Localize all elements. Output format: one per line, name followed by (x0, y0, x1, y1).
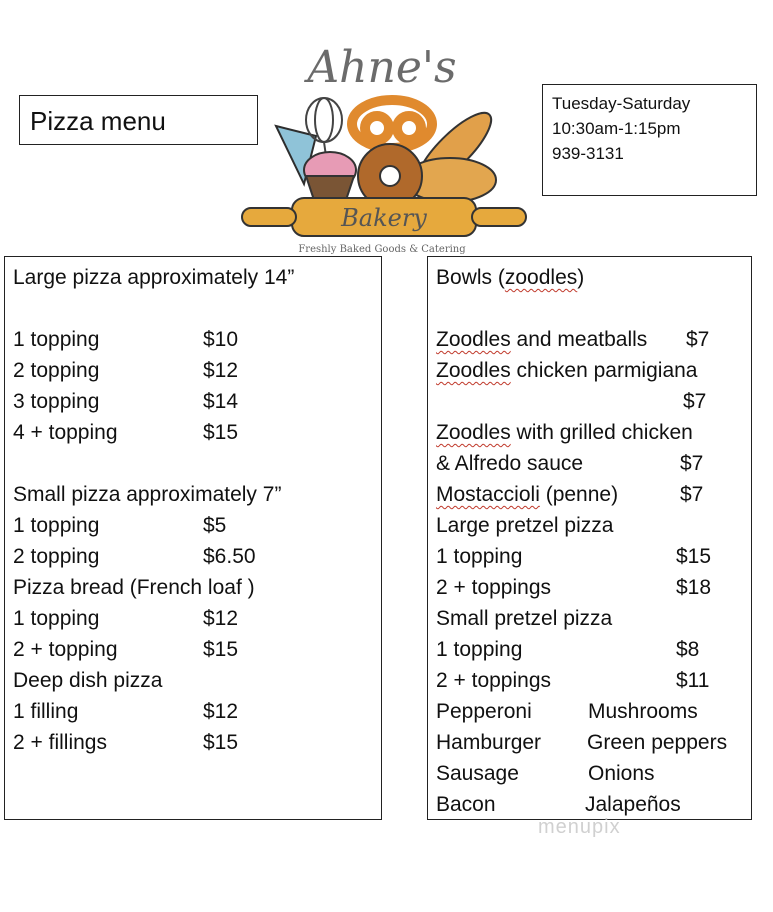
zoodles-parmigiana (436, 358, 697, 384)
parm-rest: chicken parmigiana (510, 359, 698, 382)
topping-mushrooms: Mushrooms (588, 700, 698, 723)
meatballs-rest: and meatballs (510, 328, 648, 351)
large-price-4: $15 (203, 421, 239, 444)
deep-price-1: $12 (203, 700, 239, 723)
topping-pepperoni: Pepperoni (436, 700, 532, 723)
small-price-2: $6.50 (203, 545, 256, 568)
bread-price-2: $15 (203, 638, 239, 661)
large-pizza-heading: Large pizza approximately 14” (13, 266, 295, 289)
zoodles-word-2: Zoodles (436, 359, 511, 382)
page-title: Pizza menu (30, 106, 166, 136)
large-pretzel-price-1: $15 (676, 545, 712, 568)
parmigiana-price: $7 (683, 390, 707, 413)
small-pizza-heading: Small pizza approximately 7” (13, 483, 282, 506)
topping-bacon: Bacon (436, 793, 496, 816)
grilled-rest: with grilled chicken (510, 421, 693, 444)
large-price-1: $10 (203, 328, 239, 351)
small-price-1: $5 (203, 514, 227, 537)
logo-tagline: Freshly Baked Goods & Catering (298, 244, 466, 255)
small-pretzel-item-2: 2 + toppings (436, 669, 552, 692)
small-pretzel-price-2: $11 (676, 669, 710, 692)
zoodles-word-3: Zoodles (436, 421, 511, 444)
small-item-1: 1 topping (13, 514, 100, 537)
topping-onions: Onions (588, 762, 655, 785)
bowls-zoodles: zoodles (504, 266, 578, 289)
zoodles-word-1: Zoodles (436, 328, 511, 351)
large-item-2: 2 topping (13, 359, 100, 382)
large-item-3: 3 topping (13, 390, 100, 413)
pretzel-icon (352, 100, 432, 148)
bread-item-2: 2 + topping (13, 638, 118, 661)
deep-item-1: 1 filling (13, 700, 79, 723)
hours-days: Tuesday-Saturday (552, 94, 691, 113)
bakery-logo (232, 40, 532, 256)
alfredo-sauce: & Alfredo sauce (436, 452, 584, 475)
small-pretzel-price-1: $8 (676, 638, 700, 661)
mostaccioli-item (436, 482, 618, 508)
mostaccioli-rest: (penne) (539, 483, 619, 506)
deep-dish-heading: Deep dish pizza (13, 669, 163, 692)
large-pretzel-price-2: $18 (676, 576, 712, 599)
bowls-word: Bowls ( (436, 266, 505, 289)
large-pretzel-item-2: 2 + toppings (436, 576, 552, 599)
large-item-1: 1 topping (13, 328, 100, 351)
bowls-heading (436, 265, 584, 291)
small-pretzel-heading: Small pretzel pizza (436, 607, 613, 630)
topping-sausage: Sausage (436, 762, 519, 785)
topping-hamburger: Hamburger (436, 731, 542, 754)
menu-title-box (19, 95, 258, 145)
hours-time: 10:30am-1:15pm (552, 119, 681, 138)
deep-item-2: 2 + fillings (13, 731, 107, 754)
meatballs-price: $7 (686, 328, 710, 351)
deep-price-2: $15 (203, 731, 239, 754)
zoodles-meatballs (436, 327, 647, 353)
menupix-watermark: menupix (538, 816, 621, 838)
topping-green-peppers: Green peppers (587, 731, 728, 754)
large-price-2: $12 (203, 359, 239, 382)
logo-bakery-word: Bakery (341, 204, 427, 232)
topping-jalapenos: Jalapeños (585, 793, 681, 816)
cupcake-icon (304, 152, 356, 200)
large-item-4: 4 + topping (13, 421, 118, 444)
pizza-bread-heading: Pizza bread (French loaf ) (13, 576, 255, 599)
mostaccioli-price: $7 (680, 483, 704, 506)
logo-name: Ahne's (307, 42, 457, 93)
large-pretzel-heading: Large pretzel pizza (436, 514, 614, 537)
large-pretzel-item-1: 1 topping (436, 545, 523, 568)
bread-item-1: 1 topping (13, 607, 100, 630)
zoodles-grilled-chicken (436, 420, 693, 446)
small-pretzel-item-1: 1 topping (436, 638, 523, 661)
alfredo-price: $7 (680, 452, 704, 475)
phone-number: 939-3131 (552, 144, 624, 163)
mostaccioli-word: Mostaccioli (436, 483, 540, 506)
bowls-close: ) (577, 266, 585, 289)
bread-price-1: $12 (203, 607, 239, 630)
large-price-3: $14 (203, 390, 239, 413)
hours-box (542, 84, 757, 196)
small-item-2: 2 topping (13, 545, 100, 568)
